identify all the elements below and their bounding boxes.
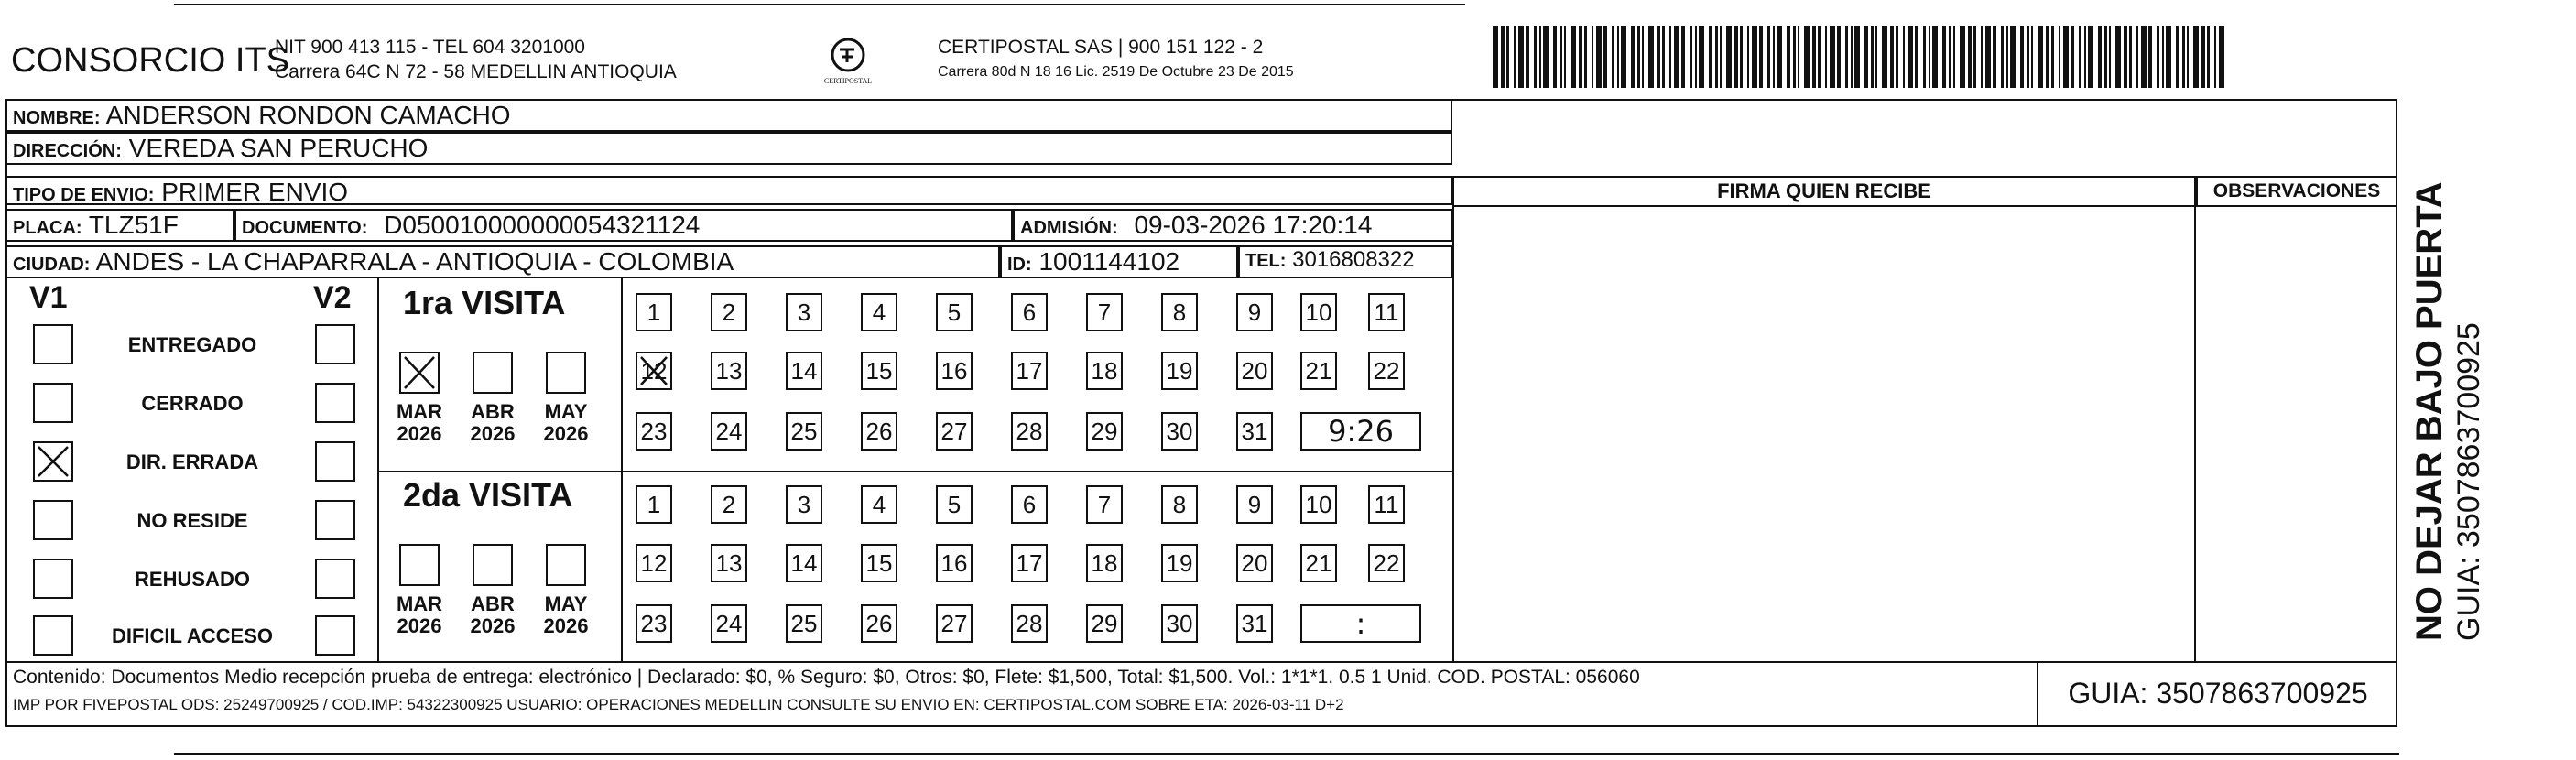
barcode-bar (1571, 26, 1576, 88)
barcode-bar (1662, 26, 1665, 88)
month-year: 2026 (470, 422, 516, 445)
visit1-month-label (538, 401, 593, 445)
bottom-rule (174, 753, 2399, 755)
visit2-day-1[interactable]: 1 (636, 485, 672, 524)
documento-cell (234, 209, 1013, 242)
visit1-month-label (392, 401, 447, 445)
ciudad-label: CIUDAD: (13, 255, 91, 275)
barcode-bar (2182, 26, 2185, 88)
visit2-day-10[interactable]: 10 (1300, 485, 1337, 524)
v2-checkbox[interactable] (315, 441, 355, 482)
visit2-day-5[interactable]: 5 (936, 485, 973, 524)
barcode-bar (1812, 26, 1816, 88)
barcode-bar (2201, 26, 2205, 88)
nit-line: NIT 900 413 115 - TEL 604 3201000 (275, 37, 585, 58)
visit1-day-28[interactable]: 28 (1011, 412, 1048, 451)
barcode-bar (1882, 26, 1887, 88)
certipostal-address: Carrera 80d N 18 16 Lic. 2519 De Octubre 23 De 2015 (938, 64, 1294, 80)
tel-cell (1238, 245, 1452, 278)
barcode-bar (1825, 26, 1827, 88)
visit2-day-29[interactable]: 29 (1086, 604, 1123, 643)
barcode-bar (1553, 26, 1557, 88)
month-name: MAY (544, 592, 588, 615)
footer-line1: Contenido: Documentos Medio recepción prueba de entrega: electrónico | Declarado: $0, % Seguro: $0, Otros: $0, Flete: $1,500, Total: $1,500. Vol.: 1*1*1. 0.5 1 Unid. COD. POSTAL: 056060 (13, 667, 1640, 688)
barcode-bar (2148, 26, 2152, 88)
visit1-day-16[interactable]: 16 (936, 352, 973, 390)
id-cell (1000, 245, 1238, 278)
barcode-bar (1837, 26, 1841, 88)
barcode-bar (1514, 26, 1516, 88)
barcode-bar (1690, 26, 1692, 88)
barcode-bar (2010, 26, 2016, 88)
documento-label: DOCUMENTO: (242, 218, 368, 238)
barcode-bar (2079, 26, 2081, 88)
status-option-label: DIFICIL ACCESO (111, 624, 273, 647)
visit1-day-23[interactable]: 23 (636, 412, 672, 451)
placa-value: TLZ51F (88, 211, 179, 239)
barcode-bar (1767, 26, 1770, 88)
direccion-row (5, 132, 1452, 165)
observaciones-header (2196, 176, 2397, 207)
barcode-bar (2098, 26, 2102, 88)
visit2-month-label (392, 593, 447, 637)
barcode-bar (2219, 26, 2224, 88)
barcode-bar (1752, 26, 1757, 88)
v2-label: V2 (313, 280, 352, 315)
barcode-bar (2084, 26, 2086, 88)
barcode-bar (1871, 26, 1874, 88)
visit2-title: 2da VISITA (403, 476, 573, 514)
admision-label: ADMISIÓN: (1020, 218, 1118, 238)
barcode-bar (2115, 26, 2121, 88)
barcode-bar (2109, 26, 2111, 88)
barcode-bar (2027, 26, 2029, 88)
barcode-bar (1818, 26, 1821, 88)
barcode-bar (1993, 26, 1996, 88)
barcode-bar (2059, 26, 2060, 88)
nombre-value: ANDERSON RONDON CAMACHO (105, 101, 511, 129)
month-year: 2026 (397, 614, 442, 637)
visit2-day-9[interactable]: 9 (1236, 485, 1273, 524)
barcode-bar (2046, 26, 2049, 88)
barcode-bar (1534, 26, 1537, 88)
barcode-bar (1699, 26, 1704, 88)
barcode-bar (1973, 26, 1976, 88)
barcode-bar (1621, 26, 1626, 88)
barcode-bar (1804, 26, 1810, 88)
observaciones-label: OBSERVACIONES (2212, 180, 2381, 201)
tel-value: 3016808322 (1292, 247, 1415, 272)
month-name: ABR (471, 592, 515, 615)
visit2-day-23[interactable]: 23 (636, 604, 672, 643)
barcode-bar (1612, 26, 1614, 88)
visit1-day-11[interactable]: 11 (1368, 293, 1405, 331)
visit2-month-label (465, 593, 520, 637)
x-mark-icon (35, 443, 71, 480)
tel-label: TEL: (1245, 251, 1287, 271)
barcode-bar (1903, 26, 1905, 88)
barcode-bar (2129, 26, 2132, 88)
visit1-day-25[interactable]: 25 (786, 412, 822, 451)
barcode-bar (1493, 26, 1498, 88)
barcode-bar (1631, 26, 1635, 88)
barcode-bar (1985, 26, 1991, 88)
barcode-bar (1726, 26, 1732, 88)
visit2-day-31[interactable]: 31 (1236, 604, 1273, 643)
visit1-month-label (465, 401, 520, 445)
barcode-bar (1793, 26, 1796, 88)
documento-value: D050010000000054321124 (384, 211, 701, 239)
visit2-month-box[interactable] (473, 544, 513, 586)
nombre-label: NOMBRE: (13, 108, 101, 128)
visit1-month-box[interactable] (546, 352, 586, 394)
id-label: ID: (1007, 255, 1032, 275)
nombre-row (5, 99, 1452, 132)
barcode-bar (2193, 26, 2199, 88)
month-year: 2026 (470, 614, 516, 637)
month-name: MAR (396, 400, 443, 423)
visit2-month-box[interactable] (399, 544, 440, 586)
month-name: ABR (471, 400, 515, 423)
barcode-bar (2006, 26, 2008, 88)
barcode-bar (1740, 26, 1743, 88)
certipostal-logo-icon (815, 35, 881, 92)
visit1-day-12[interactable]: 12 (636, 352, 672, 390)
visit1-day-10[interactable]: 10 (1300, 293, 1337, 331)
visit1-day-22[interactable]: 22 (1368, 352, 1405, 390)
barcode-bar (1777, 26, 1782, 88)
company-name: CONSORCIO ITS (11, 41, 290, 80)
barcode-bar (2124, 26, 2127, 88)
barcode-bar (1539, 26, 1541, 88)
barcode-bar (1642, 26, 1644, 88)
direccion-label: DIRECCIÓN: (13, 141, 122, 161)
visit1-day-8[interactable]: 8 (1161, 293, 1198, 331)
barcode-bar (1709, 26, 1712, 88)
visit2-day-21[interactable]: 21 (1300, 544, 1337, 582)
v1-checkbox[interactable] (33, 500, 73, 540)
visit2-day-14[interactable]: 14 (786, 544, 822, 582)
barcode-bar (1648, 26, 1654, 88)
barcode-bar (2136, 26, 2138, 88)
month-name: MAY (544, 400, 588, 423)
barcode-bar (1798, 26, 1799, 88)
barcode-bar (1720, 26, 1722, 88)
certipostal-info (938, 35, 1294, 84)
barcode-bar (1506, 26, 1509, 88)
barcode-bar (1915, 26, 1918, 88)
visit-divider-h (379, 471, 1452, 472)
barcode-bar (1579, 26, 1582, 88)
visit1-day-9[interactable]: 9 (1236, 293, 1273, 331)
barcode-bar (1908, 26, 1913, 88)
visit2-day-2[interactable]: 2 (711, 485, 747, 524)
month-year: 2026 (543, 614, 589, 637)
visit2-month-label (538, 593, 593, 637)
barcode-bar (2063, 26, 2069, 88)
visit2-day-25[interactable]: 25 (786, 604, 822, 643)
visit1-day-4[interactable]: 4 (861, 293, 897, 331)
barcode-bar (2141, 26, 2147, 88)
barcode-bar (1674, 26, 1679, 88)
barcode-bar (2071, 26, 2074, 88)
v1-label: V1 (29, 280, 68, 315)
barcode-bar (1501, 26, 1505, 88)
barcode-bar (2214, 26, 2216, 88)
visit1-day-5[interactable]: 5 (936, 293, 973, 331)
barcode-bar (2207, 26, 2210, 88)
barcode-bar (1864, 26, 1868, 88)
x-mark-icon (637, 353, 670, 388)
visit2-day-28[interactable]: 28 (1011, 604, 1048, 643)
tipo-label: TIPO DE ENVIO: (13, 185, 155, 205)
visit2-day-30[interactable]: 30 (1161, 604, 1198, 643)
barcode-bar (1890, 26, 1894, 88)
visit1-day-19[interactable]: 19 (1161, 352, 1198, 390)
direccion-value: VEREDA SAN PERUCHO (128, 134, 429, 162)
visit2-day-4[interactable]: 4 (861, 485, 897, 524)
visit1-month-box[interactable] (473, 352, 513, 394)
barcode-bar (1929, 26, 1930, 88)
barcode-bar (2157, 26, 2159, 88)
side-text (2408, 181, 2487, 641)
barcode-bar (1981, 26, 1983, 88)
visit1-day-17[interactable]: 17 (1011, 352, 1048, 390)
barcode-bar (1875, 26, 1877, 88)
placa-label: PLACA: (13, 218, 82, 238)
barcode-bar (1669, 26, 1671, 88)
visit1-day-21[interactable]: 21 (1300, 352, 1337, 390)
top-rule (174, 4, 1465, 5)
barcode-bar (1942, 26, 1946, 88)
ciudad-cell (5, 245, 1000, 278)
barcode-bar (1960, 26, 1965, 88)
visit1-day-30[interactable]: 30 (1161, 412, 1198, 451)
visit2-day-11[interactable]: 11 (1368, 485, 1405, 524)
barcode-bar (1657, 26, 1660, 88)
visit1-day-24[interactable]: 24 (711, 412, 747, 451)
visit1-month-box[interactable] (399, 352, 440, 394)
barcode-bar (1734, 26, 1738, 88)
visit2-time-field[interactable]: : (1300, 604, 1421, 643)
v1-checkbox[interactable] (33, 324, 73, 364)
barcode-bar (1773, 26, 1775, 88)
visit2-day-17[interactable]: 17 (1011, 544, 1048, 582)
barcode-bar (2038, 26, 2043, 88)
barcode-bar (1617, 26, 1619, 88)
barcode-bar (2176, 26, 2179, 88)
barcode-bar (1851, 26, 1853, 88)
visit1-title: 1ra VISITA (403, 284, 566, 321)
visit2-day-27[interactable]: 27 (936, 604, 973, 643)
company-info (275, 35, 677, 84)
footer-line2: IMP POR FIVEPOSTAL ODS: 25249700925 / COD.IMP: 54322300925 USUARIO: OPERACIONES MEDELLIN CONSULTE SU ENVIO EN: CERTIPOSTAL.COM SOBRE ETA: 2026-03-11 D+2 (13, 696, 1344, 713)
barcode-bar (1830, 26, 1835, 88)
v2-checkbox[interactable] (315, 615, 355, 656)
side-guia: GUIA: 3507863700925 (2451, 322, 2486, 641)
v2-checkbox[interactable] (315, 383, 355, 423)
placa-cell (5, 209, 234, 242)
certipostal-line: CERTIPOSTAL SAS | 900 151 122 - 2 (938, 37, 1264, 58)
visit2-day-24[interactable]: 24 (711, 604, 747, 643)
visit-divider-v (621, 278, 623, 661)
month-year: 2026 (543, 422, 589, 445)
v2-checkbox[interactable] (315, 500, 355, 540)
visit1-day-1[interactable]: 1 (636, 293, 672, 331)
visit1-day-7[interactable]: 7 (1086, 293, 1123, 331)
v1-checkbox[interactable] (33, 383, 73, 423)
barcode-bar (1923, 26, 1926, 88)
barcode-bar (1603, 26, 1607, 88)
barcode-bar (1932, 26, 1938, 88)
visit2-day-18[interactable]: 18 (1086, 544, 1123, 582)
visit1-day-15[interactable]: 15 (861, 352, 897, 390)
barcode-bar (1949, 26, 1951, 88)
barcode-bar (2104, 26, 2107, 88)
barcode-bar (1543, 26, 1549, 88)
firma-header (1452, 176, 2196, 207)
barcode-bar (1592, 26, 1593, 88)
status-option-label: REHUSADO (135, 568, 250, 591)
v2-checkbox[interactable] (315, 324, 355, 364)
side-warning: NO DEJAR BAJO PUERTA (2409, 181, 2450, 641)
status-option-label: ENTREGADO (127, 333, 257, 356)
firma-column (1452, 176, 2196, 661)
x-mark-icon (401, 353, 438, 392)
v1-checkbox[interactable] (33, 559, 73, 599)
barcode-bar (1845, 26, 1848, 88)
visit1-day-3[interactable]: 3 (786, 293, 822, 331)
visit1-day-27[interactable]: 27 (936, 412, 973, 451)
visit2-month-box[interactable] (546, 544, 586, 586)
barcode-bar (1564, 26, 1566, 88)
id-value: 1001144102 (1038, 247, 1180, 276)
barcode-bar (1637, 26, 1640, 88)
barcode (1493, 26, 2225, 88)
visit1-day-20[interactable]: 20 (1236, 352, 1273, 390)
visit2-day-7[interactable]: 7 (1086, 485, 1123, 524)
visit2-day-15[interactable]: 15 (861, 544, 897, 582)
barcode-bar (1953, 26, 1955, 88)
barcode-bar (1526, 26, 1529, 88)
visit1-day-6[interactable]: 6 (1011, 293, 1048, 331)
barcode-bar (2020, 26, 2024, 88)
v2-checkbox[interactable] (315, 559, 355, 599)
barcode-bar (1854, 26, 1860, 88)
visit2-day-20[interactable]: 20 (1236, 544, 1273, 582)
month-name: MAR (396, 592, 443, 615)
ciudad-value: ANDES - LA CHAPARRALA - ANTIOQUIA - COLOMBIA (95, 247, 734, 276)
company-address: Carrera 64C N 72 - 58 MEDELLIN ANTIOQUIA (275, 61, 677, 82)
barcode-bar (2166, 26, 2171, 88)
barcode-bar (1584, 26, 1587, 88)
visit2-day-19[interactable]: 19 (1161, 544, 1198, 582)
barcode-bar (1518, 26, 1524, 88)
status-option-label: CERRADO (141, 392, 244, 415)
barcode-bar (1715, 26, 1718, 88)
admision-value: 09-03-2026 17:20:14 (1134, 211, 1373, 239)
visit2-day-6[interactable]: 6 (1011, 485, 1048, 524)
barcode-bar (1896, 26, 1898, 88)
visit2-day-12[interactable]: 12 (636, 544, 672, 582)
visit2-day-8[interactable]: 8 (1161, 485, 1198, 524)
logo-text: CERTIPOSTAL (823, 77, 873, 85)
visit1-day-29[interactable]: 29 (1086, 412, 1123, 451)
visit1-day-14[interactable]: 14 (786, 352, 822, 390)
barcode-bar (1695, 26, 1697, 88)
barcode-bar (1968, 26, 1972, 88)
barcode-bar (1759, 26, 1763, 88)
status-option-label: NO RESIDE (136, 509, 248, 532)
visit1-day-18[interactable]: 18 (1086, 352, 1123, 390)
barcode-bar (1681, 26, 1685, 88)
v1-checkbox[interactable] (33, 615, 73, 656)
month-year: 2026 (397, 422, 442, 445)
barcode-bar (2051, 26, 2054, 88)
visit2-day-26[interactable]: 26 (861, 604, 897, 643)
tipo-value: PRIMER ENVIO (161, 178, 349, 205)
firma-label: FIRMA QUIEN RECIBE (1717, 179, 1931, 202)
barcode-bar (1747, 26, 1749, 88)
visit1-day-26[interactable]: 26 (861, 412, 897, 451)
visit1-time-field[interactable]: 9:26 (1300, 412, 1421, 451)
visit2-day-13[interactable]: 13 (711, 544, 747, 582)
barcode-bar (2031, 26, 2033, 88)
visit1-day-31[interactable]: 31 (1236, 412, 1273, 451)
visit1-day-13[interactable]: 13 (711, 352, 747, 390)
footer-guia-box (2037, 661, 2397, 727)
barcode-bar (1596, 26, 1602, 88)
barcode-bar (1560, 26, 1562, 88)
visit2-day-22[interactable]: 22 (1368, 544, 1405, 582)
barcode-bar (2088, 26, 2093, 88)
barcode-bar (1787, 26, 1790, 88)
status-option-label: DIR. ERRADA (125, 451, 259, 473)
barcode-bar (2001, 26, 2004, 88)
visit2-day-16[interactable]: 16 (936, 544, 973, 582)
footer-guia: GUIA: 3507863700925 (2068, 677, 2368, 710)
admision-cell (1013, 209, 1452, 242)
v1-checkbox[interactable] (33, 441, 73, 482)
barcode-bar (2187, 26, 2189, 88)
barcode-bar (2162, 26, 2164, 88)
visit2-day-3[interactable]: 3 (786, 485, 822, 524)
visit1-day-2[interactable]: 2 (711, 293, 747, 331)
tipo-row (5, 176, 1452, 205)
